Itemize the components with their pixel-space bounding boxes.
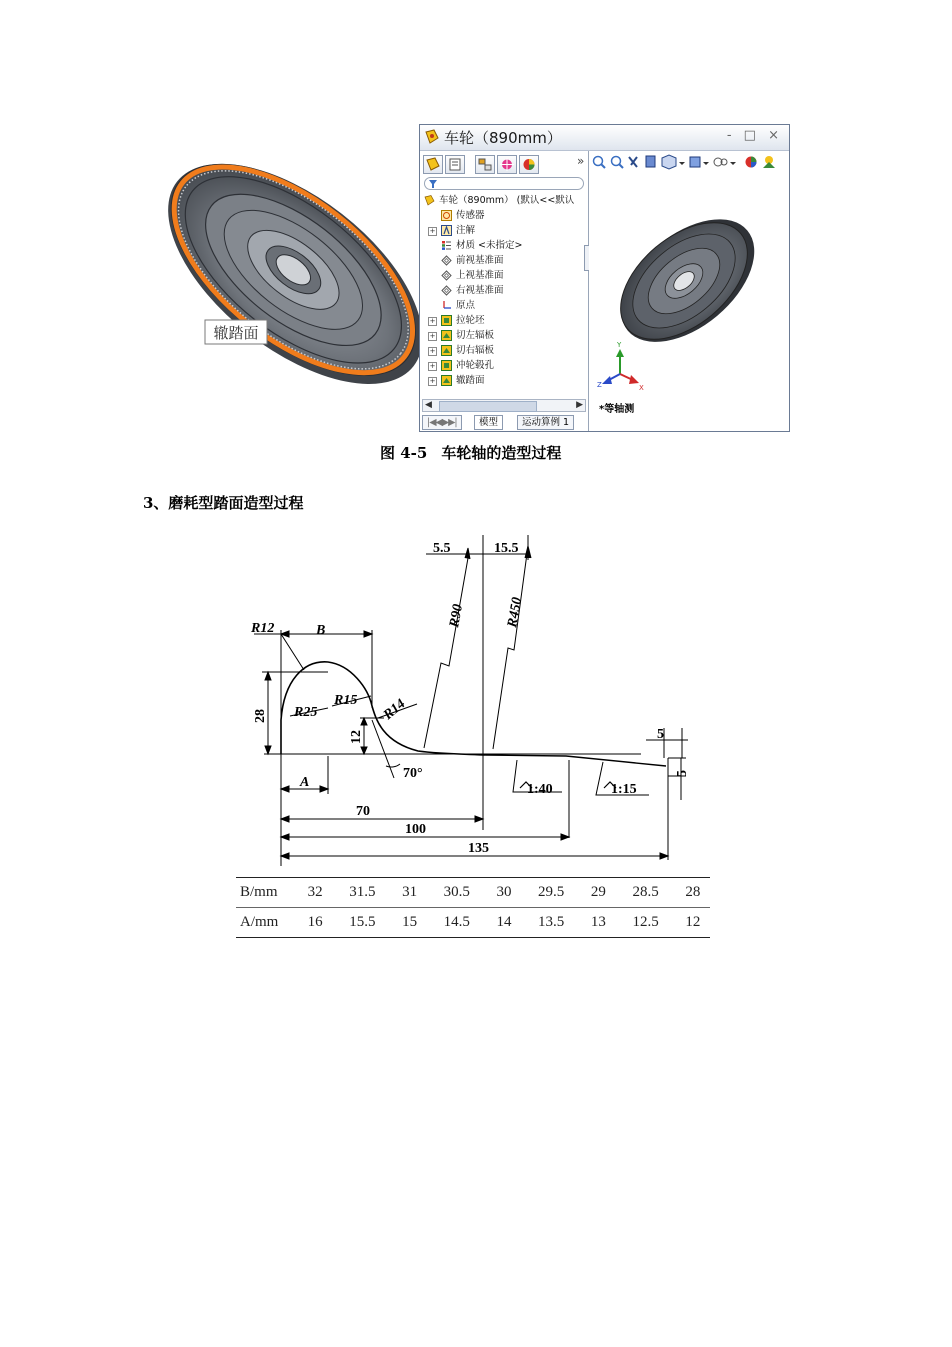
- axis-triad: [597, 341, 644, 392]
- bottom-tab-strip: [422, 415, 588, 429]
- dimxpert-icon: [498, 156, 516, 173]
- graphics-viewport[interactable]: [589, 151, 789, 431]
- window-controls[interactable]: - □ ×: [726, 128, 783, 143]
- dim-100: 100: [405, 822, 426, 837]
- tread-callout: 辙踏面: [213, 324, 259, 342]
- zoom-area-icon[interactable]: [612, 157, 624, 169]
- feature-tree-label: 传感器: [456, 210, 485, 221]
- feature-tree-label: 材质 <未指定>: [456, 240, 523, 251]
- filter-icon: [428, 179, 438, 189]
- scroll-left-icon[interactable]: ◀: [425, 400, 432, 410]
- table-cell: 29: [581, 878, 615, 908]
- tab-nav-icon[interactable]: |◀◀▶▶|: [422, 415, 462, 430]
- display-icon: [520, 156, 538, 173]
- cad-window: [419, 124, 790, 432]
- wheel-model-view: [589, 171, 789, 411]
- display-style-icon[interactable]: [690, 157, 709, 167]
- tab-dimxpert[interactable]: [497, 155, 517, 174]
- dim-5-vertical: 5: [675, 770, 690, 777]
- expand-icon[interactable]: +: [429, 227, 436, 235]
- expand-icon[interactable]: +: [429, 332, 436, 340]
- table-cell: 32: [298, 878, 332, 908]
- table-cell: 14: [487, 908, 521, 938]
- letter-b: B: [316, 623, 326, 638]
- feature-tree-label: 上视基准面: [456, 270, 504, 281]
- feature-tree-label: 冲轮毂孔: [456, 360, 495, 371]
- row-header: B/mm: [236, 878, 298, 908]
- table-cell: 31.5: [332, 878, 392, 908]
- table-cell: 15.5: [332, 908, 392, 938]
- feature-tree-label: 前视基准面: [456, 255, 504, 266]
- table-cell: 13.5: [521, 908, 581, 938]
- table-cell: 13: [581, 908, 615, 938]
- svg-text:Z: Z: [597, 381, 602, 389]
- scrollbar-thumb[interactable]: [439, 401, 537, 412]
- hide-show-icon[interactable]: [714, 158, 736, 166]
- table-cell: 12: [676, 908, 710, 938]
- figure-caption: [380, 442, 561, 463]
- feature-tree-item[interactable]: [420, 223, 588, 238]
- feature-tree-label: 切右辐板: [456, 345, 495, 356]
- tree-filter[interactable]: [424, 177, 584, 190]
- feature-tree-label: 右视基准面: [456, 285, 504, 296]
- table-cell: 16: [298, 908, 332, 938]
- scroll-right-icon[interactable]: ▶: [576, 400, 583, 410]
- dim-70: 70: [356, 804, 370, 819]
- wheel-3d-figure: [160, 118, 422, 420]
- configuration-icon: [476, 156, 494, 173]
- appearance-icon[interactable]: [746, 157, 757, 168]
- feature-tree-item[interactable]: [420, 193, 588, 208]
- view-orientation-label: *等轴测: [599, 404, 635, 415]
- dim-5-5: 5.5: [433, 541, 451, 556]
- expand-icon[interactable]: +: [429, 317, 436, 325]
- scene-icon[interactable]: [763, 156, 775, 168]
- horizontal-scrollbar[interactable]: [422, 399, 586, 412]
- radius-r25: R25: [294, 705, 318, 720]
- letter-a: A: [300, 775, 310, 790]
- tread-profile-drawing: [236, 530, 726, 870]
- expand-icon[interactable]: +: [429, 362, 436, 370]
- row-header: A/mm: [236, 908, 298, 938]
- radius-r90: R90: [447, 603, 466, 629]
- dim-5-horizontal: 5: [657, 727, 664, 742]
- table-cell: 14.5: [427, 908, 487, 938]
- section-heading: 3、磨耗型踏面造型过程: [143, 494, 304, 512]
- tabs-overflow-button[interactable]: »: [577, 154, 585, 168]
- feature-tree-label: 车轮（890mm） (默认<<默认: [439, 195, 575, 206]
- view-toolbar: [591, 153, 787, 171]
- table-cell: 12.5: [616, 908, 676, 938]
- dimension-table: [236, 877, 710, 938]
- table-cell: 28.5: [616, 878, 676, 908]
- radius-r14: R14: [380, 696, 409, 724]
- table-cell: 31: [392, 878, 426, 908]
- feature-tree-label: 拉轮坯: [456, 315, 485, 326]
- table-cell: 30.5: [427, 878, 487, 908]
- tab-model[interactable]: 模型: [474, 415, 503, 430]
- feature-tree-item[interactable]: [420, 373, 588, 388]
- feature-tree-item[interactable]: [420, 238, 588, 253]
- feature-tree-label: 注解: [456, 225, 476, 236]
- svg-text:Y: Y: [617, 341, 622, 349]
- properties-icon: [446, 156, 464, 173]
- feature-tree-item[interactable]: [420, 343, 588, 358]
- feature-tree-item[interactable]: [420, 283, 588, 298]
- feature-tree-item[interactable]: [420, 253, 588, 268]
- feature-manager-panel: [420, 151, 589, 431]
- feature-tree-item[interactable]: [420, 208, 588, 223]
- tab-displaymanager[interactable]: [519, 155, 539, 174]
- feature-tree-item[interactable]: [420, 328, 588, 343]
- part-icon: [424, 129, 440, 145]
- tab-configurationmanager[interactable]: [475, 155, 495, 174]
- feature-tree-label: 原点: [456, 300, 476, 311]
- dim-135: 135: [468, 841, 489, 856]
- svg-text:X: X: [639, 384, 644, 392]
- zoom-fit-icon[interactable]: [594, 157, 606, 169]
- tab-motion-study[interactable]: 运动算例 1: [517, 415, 574, 430]
- feature-tree-label: 切左辐板: [456, 330, 495, 341]
- section-view-icon[interactable]: [646, 156, 655, 167]
- feature-tree-item[interactable]: [420, 313, 588, 328]
- figure-caption-text: 车轮轴的造型过程: [441, 444, 562, 462]
- table-row: [236, 878, 710, 908]
- table-row: [236, 908, 710, 938]
- previous-view-icon[interactable]: [629, 157, 637, 167]
- taper-1-40: 1:40: [527, 782, 553, 797]
- expand-icon[interactable]: +: [429, 347, 436, 355]
- dim-15-5: 15.5: [494, 541, 519, 556]
- window-titlebar[interactable]: [420, 125, 789, 151]
- view-orientation-icon[interactable]: [662, 155, 685, 169]
- radius-r15: R15: [334, 693, 358, 708]
- figure-number: 图 4-5: [380, 444, 428, 462]
- dim-28: 28: [253, 709, 268, 723]
- taper-1-15: 1:15: [611, 782, 637, 797]
- expand-icon[interactable]: +: [429, 377, 436, 385]
- tab-propertymanager[interactable]: [445, 155, 465, 174]
- window-title: 车轮（890mm）: [444, 129, 562, 147]
- tab-featuremanager[interactable]: [423, 155, 443, 174]
- part-icon: [424, 156, 442, 173]
- table-cell: 15: [392, 908, 426, 938]
- radius-r12: R12: [251, 621, 275, 636]
- table-cell: 29.5: [521, 878, 581, 908]
- table-cell: 30: [487, 878, 521, 908]
- angle-70: 70°: [403, 766, 423, 781]
- radius-r450: R450: [505, 596, 526, 629]
- feature-tree-label: 辙踏面: [456, 375, 485, 386]
- dim-12: 12: [349, 730, 364, 744]
- feature-tree-item[interactable]: [420, 268, 588, 283]
- feature-tree-item[interactable]: [420, 358, 588, 373]
- feature-tree-item[interactable]: [420, 298, 588, 313]
- table-cell: 28: [676, 878, 710, 908]
